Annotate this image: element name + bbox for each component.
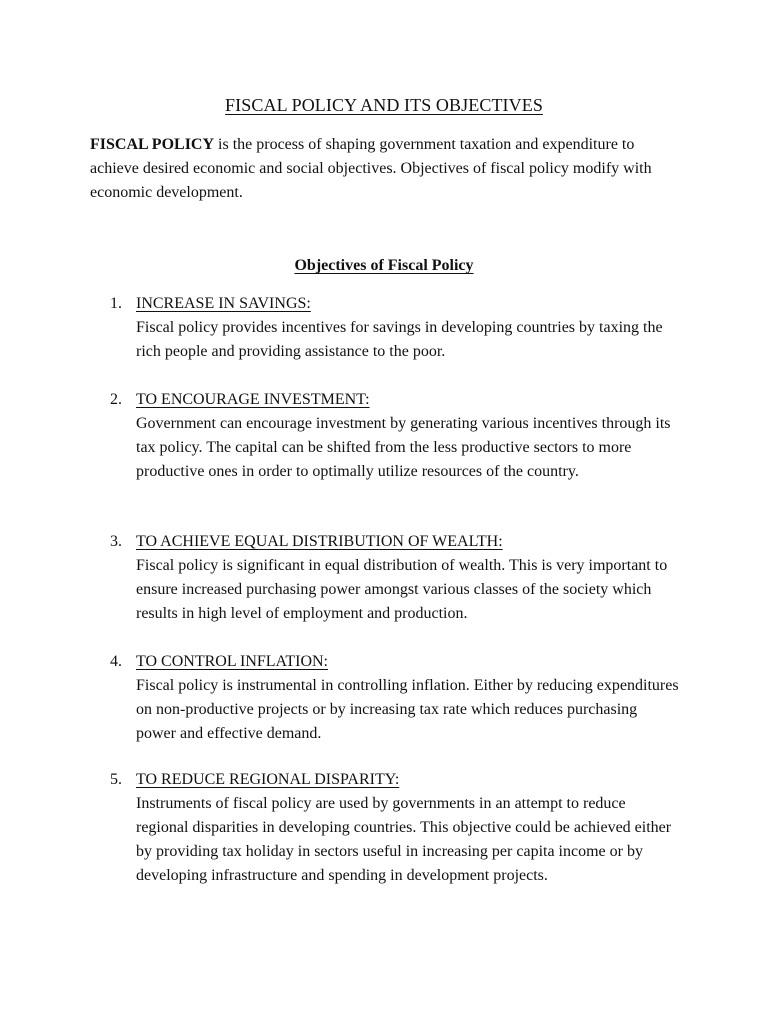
objective-item-wealth xyxy=(110,530,680,626)
objective-title: INCREASE IN SAVINGS: xyxy=(136,295,311,312)
objective-title: TO REDUCE REGIONAL DISPARITY: xyxy=(136,771,400,788)
objective-number: 1. xyxy=(110,295,122,312)
objective-body: Instruments of fiscal policy are used by governments in an attempt to reduce regional disparities in developing countries. This objective could be achieved either by providing tax holiday in sectors useful in increasing per capita income or by developing infrastructure and spending in development projects. xyxy=(136,795,672,884)
objective-body: Fiscal policy is instrumental in controlling inflation. Either by reducing expenditures on non-productive projects or by increasing tax rate which reduces purchasing power and effective demand. xyxy=(136,677,679,742)
objective-body: Government can encourage investment by generating various incentives through its tax policy. The capital can be shifted from the less productive sectors to more productive ones in order to optimally utilize resources of the country. xyxy=(136,415,671,480)
section-heading: Objectives of Fiscal Policy xyxy=(294,257,474,274)
objective-number: 5. xyxy=(110,771,122,788)
objective-number: 2. xyxy=(110,391,122,408)
document-title: FISCAL POLICY AND ITS OBJECTIVES xyxy=(225,95,543,115)
objective-item-inflation xyxy=(110,650,680,746)
objective-number: 4. xyxy=(110,653,122,670)
objective-number: 3. xyxy=(110,533,122,550)
intro-paragraph xyxy=(90,133,680,205)
objective-item-investment xyxy=(110,388,680,484)
objective-heading xyxy=(110,768,680,792)
objective-title: TO ACHIEVE EQUAL DISTRIBUTION OF WEALTH: xyxy=(136,533,503,550)
objective-heading xyxy=(110,530,680,554)
objective-title: TO CONTROL INFLATION: xyxy=(136,653,328,670)
objective-title: TO ENCOURAGE INVESTMENT: xyxy=(136,391,370,408)
objective-heading xyxy=(110,292,680,316)
objective-body: Fiscal policy is significant in equal distribution of wealth. This is very important to ensure increased purchasing power amongst various classes of the society which results in high level of employment and production. xyxy=(136,557,668,622)
objective-item-savings xyxy=(110,292,680,364)
objective-heading xyxy=(110,650,680,674)
intro-text: is the process of shaping government taxation and expenditure to achieve desired economic and social objectives. Objectives of fiscal policy modify with economic development. xyxy=(90,136,652,201)
intro-term: FISCAL POLICY xyxy=(90,136,215,153)
objective-heading xyxy=(110,388,680,412)
objective-item-regional xyxy=(110,768,680,888)
objective-body: Fiscal policy provides incentives for savings in developing countries by taxing the rich people and providing assistance to the poor. xyxy=(136,319,663,360)
